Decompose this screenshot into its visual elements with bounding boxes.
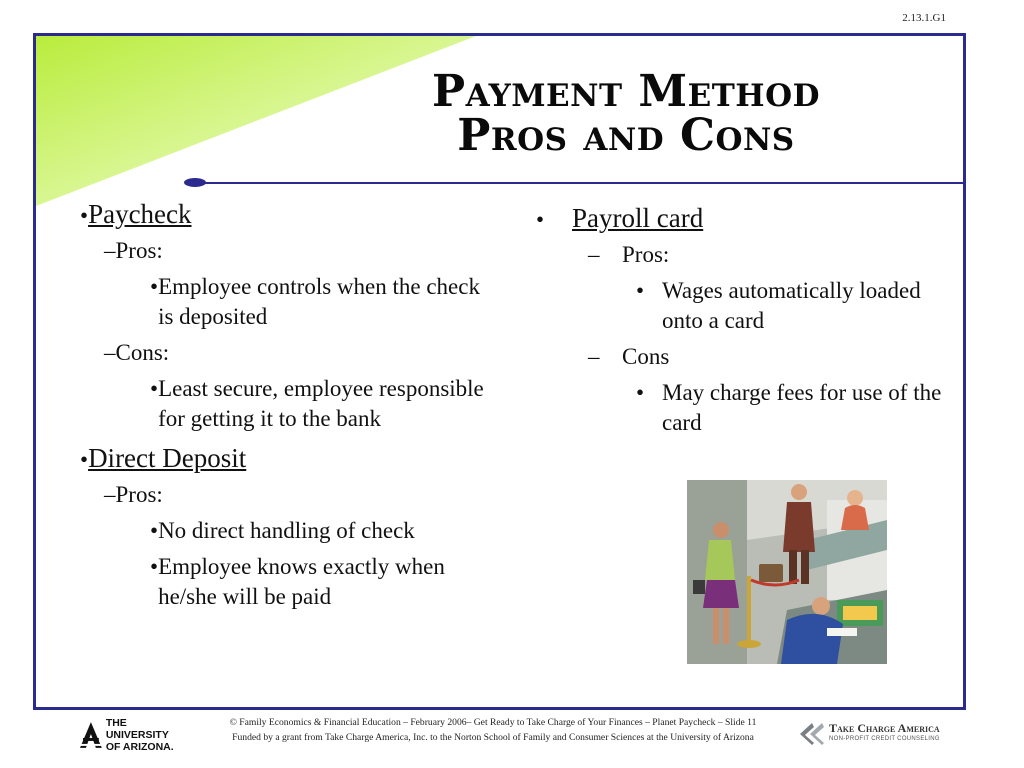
university-of-arizona-logo: [80, 717, 192, 753]
bullet: •: [636, 380, 645, 405]
bullet: •: [536, 207, 545, 232]
payroll-card-item: [536, 200, 966, 236]
paycheck-cons-label: Cons:: [115, 340, 170, 365]
tca-tagline: NON-PROFIT CREDIT COUNSELING: [829, 736, 940, 742]
paycheck-pros-label: Pros:: [115, 238, 163, 263]
payroll-card-heading: Payroll card: [572, 203, 704, 233]
payroll-card-pros-label: Pros:: [622, 242, 670, 267]
direct-deposit-pros-label-item: [104, 480, 500, 510]
paycheck-con-text: Least secure, employee responsible for getting it to the bank: [158, 376, 484, 431]
right-column: [536, 200, 966, 444]
footer-credit: [196, 715, 790, 745]
direct-deposit-pros-label: Pros:: [115, 482, 163, 507]
title-divider: [188, 182, 966, 184]
bullet: •: [150, 518, 159, 543]
dash-bullet: –: [104, 340, 116, 365]
direct-deposit-pro-text: Employee knows exactly when he/she will be paid: [158, 554, 445, 609]
bullet: •: [80, 203, 89, 228]
dash-bullet: –: [104, 238, 116, 263]
title-line-1: Payment Method: [432, 66, 820, 117]
dash-bullet: –: [588, 344, 600, 369]
slide-frame: [33, 33, 966, 710]
credit-line-1: © Family Economics & Financial Education – February 2006– Get Ready to Take Charge of Your Finances – Planet Paycheck – Slide 11: [229, 717, 757, 728]
payroll-card-pro-text: Wages automatically loaded onto a card: [662, 278, 921, 333]
paycheck-pro-item: [150, 272, 500, 332]
payroll-card-pro-item: [636, 276, 966, 336]
ua-line-1: THE UNIVERSITY: [105, 717, 169, 741]
payroll-card-cons-label-item: [588, 342, 966, 372]
credit-line-2: Funded by a grant from Take Charge America, Inc. to the Norton School of Family and Consumer Sciences at the University of Arizona: [232, 732, 754, 743]
slide-title: [336, 66, 916, 161]
payroll-card-pros-label-item: [588, 240, 966, 270]
slide-footer: [0, 712, 1024, 768]
paycheck-item: [80, 196, 500, 232]
tca-name: Take Charge America: [829, 721, 940, 735]
bullet: •: [150, 376, 159, 401]
paycheck-pros-label-item: [104, 236, 500, 266]
dash-bullet: –: [104, 482, 116, 507]
left-column: [80, 196, 500, 618]
direct-deposit-item: [80, 440, 500, 476]
paycheck-cons-label-item: [104, 338, 500, 368]
dash-bullet: –: [588, 242, 600, 267]
direct-deposit-pro-text: No direct handling of check: [158, 518, 415, 543]
paycheck-con-item: [150, 374, 500, 434]
payroll-card-con-text: May charge fees for use of the card: [662, 380, 942, 435]
bullet: •: [636, 278, 645, 303]
paycheck-pro-text: Employee controls when the check is deposited: [158, 274, 480, 329]
direct-deposit-pro-item: [150, 516, 500, 546]
direct-deposit-heading: Direct Deposit: [88, 443, 247, 473]
bank-teller-clipart: [687, 480, 887, 664]
tca-wordmark: [829, 723, 940, 745]
title-divider-knob: [184, 178, 206, 187]
direct-deposit-pro-item: [150, 552, 500, 612]
ua-line-2: OF ARIZONA.: [105, 741, 174, 753]
slide-code: 2.13.1.G1: [902, 12, 946, 24]
payroll-card-cons-label: Cons: [622, 344, 670, 369]
arizona-a-icon: [80, 722, 102, 748]
paycheck-heading: Paycheck: [88, 199, 192, 229]
take-charge-america-logo: [800, 719, 950, 749]
bullet: •: [150, 554, 159, 579]
bullet: •: [80, 447, 89, 472]
tca-swoosh-icon: [800, 723, 826, 745]
title-line-2: Pros and Cons: [457, 110, 795, 161]
bullet: •: [150, 274, 159, 299]
payroll-card-con-item: [636, 378, 966, 438]
ua-wordmark: [106, 717, 192, 753]
